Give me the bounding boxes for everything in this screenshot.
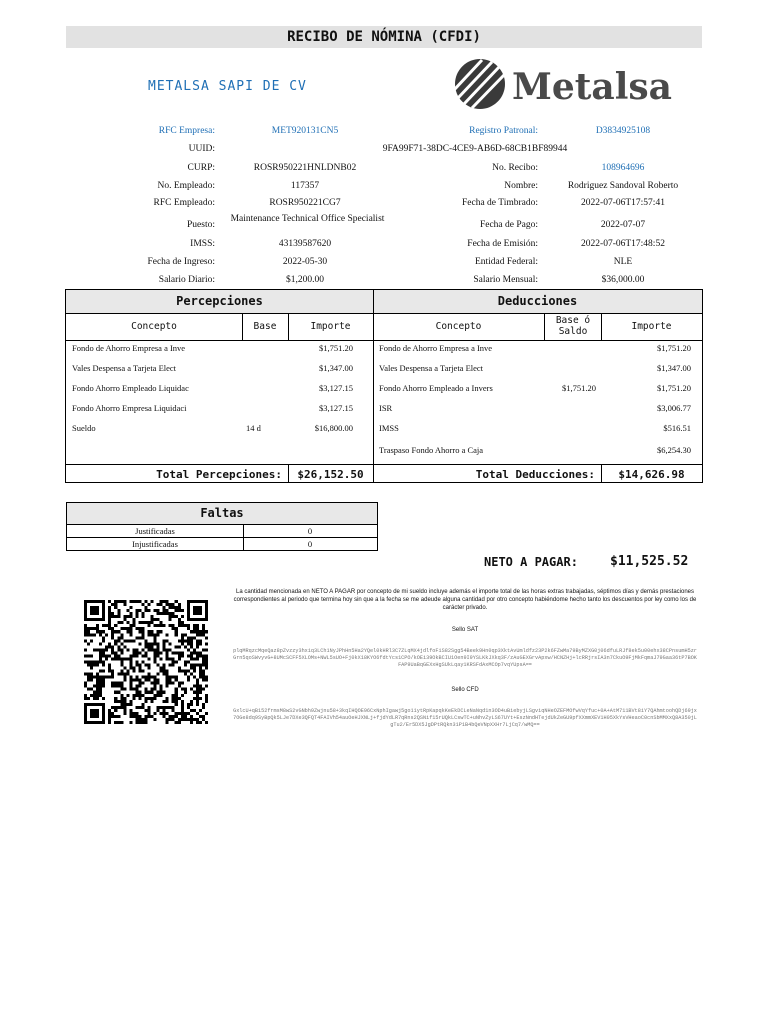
qr-code-icon [84,600,208,724]
deduccion-importe: $3,006.77 [657,403,691,413]
percepcion-importe: $16,800.00 [314,423,353,433]
deduccion-concepto: Vales Despensa a Tarjeta Elect [379,363,484,373]
percepcion-concepto: Vales Despensa a Tarjeta Elect [72,363,177,373]
deduccion-concepto: Fondo Ahorro Empleado a Invers [379,383,493,393]
neto-label: NETO A PAGAR: [484,555,578,569]
faltas-table [66,502,378,551]
imss-label: IMSS: [190,239,215,249]
faltas-injustificadas-value: 0 [307,539,313,549]
curp-label: CURP: [187,163,215,173]
puesto-label: Puesto: [187,220,215,230]
salario-diario-label: Salario Diario: [158,275,215,285]
logo-text: Metalsa [512,66,672,108]
no-empleado-value: 117357 [290,181,320,191]
deduccion-importe: $1,347.00 [657,363,691,373]
sello-sat-title: Sello SAT [451,627,479,633]
fecha-pago-label: Fecha de Pago: [479,220,538,230]
percepcion-importe: $3,127.15 [319,383,353,393]
percepcion-concepto: Fondo Ahorro Empleado Liquidac [72,383,189,393]
percepcion-importe: $1,347.00 [319,363,353,373]
fecha-pago-value: 2022-07-07 [600,220,646,230]
deducciones-importe-header: Importe [631,321,672,332]
total-deducciones-value: $14,626.98 [618,468,685,481]
registro-patronal-value: D3834925108 [595,126,651,136]
neto-value: $11,525.52 [610,554,689,569]
deduccion-importe: $516.51 [663,423,691,433]
curp-value: ROSR950221HNLDNB02 [253,163,357,173]
percepciones-concepto-header: Concepto [131,321,177,332]
total-percepciones-label: Total Percepciones: [156,468,282,481]
fecha-emision-value: 2022-07-06T17:48:52 [581,239,665,249]
uuid-value: 9FA99F71-38DC-4CE9-AB6D-68CB1BF89944 [382,144,568,154]
fecha-timbrado-label: Fecha de Timbrado: [462,198,538,208]
metalsa-logo-icon [452,58,510,110]
percepcion-concepto: Fondo Ahorro Empresa Liquidaci [72,403,187,413]
sello-cfd-title: Sello CFD [451,687,479,693]
rfc-empleado-label: RFC Empleado: [153,198,215,208]
payroll-table [65,289,703,483]
no-recibo-value: 108964696 [601,163,645,173]
deduccion-importe: $1,751.20 [657,343,691,353]
deducciones-concepto-header: Concepto [435,321,482,332]
legal-text: La cantidad mencionada en NETO A PAGAR por concepto de mi sueldo incluye además el importe total de las horas extras trabajadas, séptimos días y demás prestaciones correspondientes al periodo que termina hoy sin que a la fecha se me adeude alguna cantidad por otro concepto habiéndome hecho tanto los descuentos por ley como los de carácter privado. [233,589,697,611]
percepciones-title: Percepciones [176,294,263,308]
deducciones-base-header: Base ó Saldo [555,315,591,337]
uuid-label: UUID: [188,144,215,154]
deducciones-title: Deducciones [497,294,578,308]
percepcion-base: 14 d [246,423,261,433]
deduccion-concepto: Fondo de Ahorro Empresa a Inve [379,343,493,353]
page-title: RECIBO DE NÓMINA (CFDI) [66,26,702,48]
sello-cfd-value: GxlcU+qB152frmsM8wS2vGNbh9Zwjnu58+3kqIHQOE96CxNphIgawj5go11ytRpKapqkKeEkDCLeNaNqd1n3OD4uBiebyjLSgviqNHeOZEFMOfwVqYfuc+0A+AtM711BVt8iY7QAhmtoohQDj69jx7OGe8dq9SyBpQk5LJe7DXe3QFQT4FAIVh54auOeHJXNLj+fjdYdLR7qRns2QSNif15rUQkLCswTC+uNhvZyLS67UYt+EszNndHTejdUkZeGU9pfXXmmXEV1H05XkYsVHeaoC0cnSbMMXxQ8A350jLgTu2/Er5DX5JgDPtRQkn31P1B4bQeVNpXXHr7LjCq7/wMQ== [233,708,697,728]
total-percepciones-value: $26,152.50 [297,468,364,481]
nombre-label: Nombre: [504,181,538,191]
deduccion-importe: $1,751.20 [657,383,691,393]
entidad-federal-value: NLE [613,257,633,267]
no-recibo-label: No. Recibo: [492,163,538,173]
rfc-empresa-label: RFC Empresa: [158,126,215,136]
nombre-value: Rodriguez Sandoval Roberto [567,181,679,191]
total-deducciones-label: Total Deducciones: [475,468,595,481]
salario-mensual-value: $36,000.00 [601,275,645,285]
fecha-ingreso-label: Fecha de Ingreso: [147,257,215,267]
faltas-injustificadas-label: Injustificadas [132,539,178,549]
faltas-justificadas-value: 0 [307,526,313,536]
no-empleado-label: No. Empleado: [157,181,215,191]
faltas-title: Faltas [200,506,244,520]
registro-patronal-label: Registro Patronal: [469,126,538,136]
percepcion-concepto: Fondo de Ahorro Empresa a Inve [72,343,186,353]
puesto-value: Maintenance Technical Office Specialist [230,214,385,224]
entidad-federal-label: Entidad Federal: [474,257,538,267]
deduccion-concepto: Traspaso Fondo Ahorro a Caja [379,445,484,455]
company-name: METALSA SAPI DE CV [148,79,307,94]
rfc-empresa-value: MET920131CN5 [271,126,339,136]
percepcion-importe: $1,751.20 [319,343,353,353]
faltas-justificadas-label: Justificadas [135,526,175,536]
deduccion-importe: $6,254.30 [657,445,691,455]
percepcion-concepto: Sueldo [72,423,96,433]
deduccion-concepto: IMSS [379,423,399,433]
rfc-empleado-value: ROSR950221CG7 [269,198,341,208]
percepciones-importe-header: Importe [310,321,351,332]
fecha-ingreso-value: 2022-05-30 [282,257,328,267]
percepciones-base-header: Base [253,321,277,332]
fecha-timbrado-value: 2022-07-06T17:57:41 [581,198,665,208]
sello-sat-value: plqMRqzcMqeQaz8pZvzzy3hxiq3LCh1NyJPhHn5Ha2YQel0kHRl3C7ZLqMX4jdlfoFiS82Sgg54Beek9Hn0qp3XktAvUmldfz23P2k6FZwMa79ByMZXG0j06dfuLRJf8ek5u00ehx38CPnsumH5zrGrn5qoSWvyvG+8UMcSCFF5XLOMs+NWL5sUO+Fj0kX18KYO6fdtYcs1CPO/kOEi39OkBCIU1Oen9I9YSLKkJXkq3F/zAuGEXGrvApxw/HCNZHj+lcRRjrsIA3n7CkuO9FjMkFqmaJ79Gaa36tP7BOKFAP9UaBqGEXxHgSUkLqay1KRSFdAxMCOp7vqYUpsA== [233,648,697,668]
salario-diario-value: $1,200.00 [286,275,324,285]
deduccion-concepto: ISR [379,403,393,413]
percepcion-importe: $3,127.15 [319,403,353,413]
deduccion-base: $1,751.20 [562,383,596,393]
fecha-emision-label: Fecha de Emisión: [467,239,538,249]
imss-value: 43139587620 [278,239,332,249]
salario-mensual-label: Salario Mensual: [473,275,538,285]
